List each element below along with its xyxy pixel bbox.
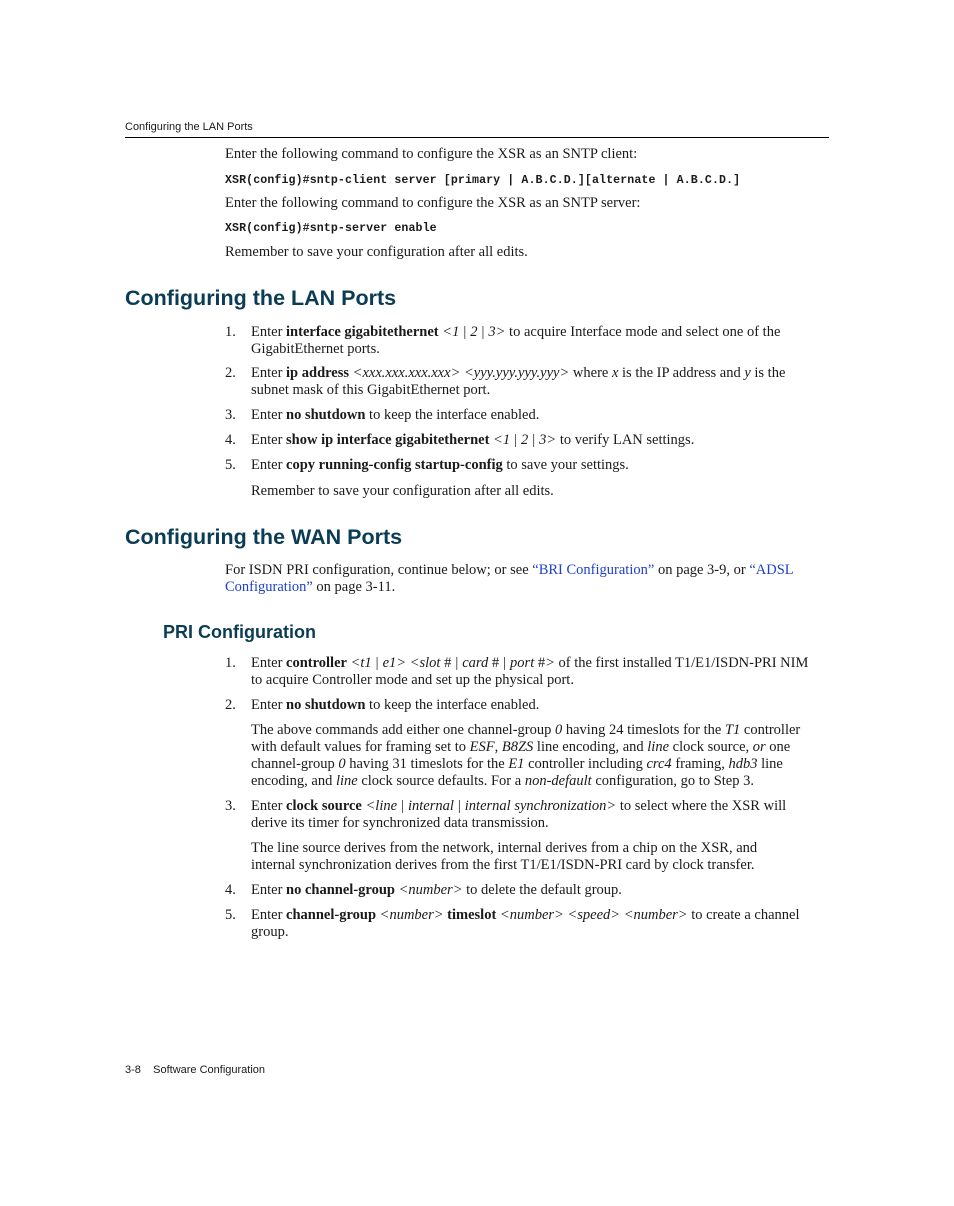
option-text: t1 xyxy=(360,655,372,671)
inline-text: hdb3 xyxy=(728,756,758,772)
pri-step-5 xyxy=(251,907,829,941)
inline-text: <number> xyxy=(379,907,444,923)
step-text: Enter xyxy=(251,655,283,671)
adsl-configuration-link[interactable]: Configuration” xyxy=(225,579,313,595)
pri-step-number: 2. xyxy=(225,697,236,713)
lan-step-2 xyxy=(251,365,829,399)
inline-text: | xyxy=(514,432,517,448)
inline-text: line encoding, and xyxy=(536,739,644,755)
command-text: no channel-group xyxy=(286,882,395,898)
intro-text: For ISDN PRI configuration, continue below; or see xyxy=(225,562,529,578)
sntp-client-text: Enter the following command to configure the XSR as an SNTP client: xyxy=(225,146,638,162)
inline-text: configuration, go to Step 3. xyxy=(595,773,754,789)
variable-text: x xyxy=(611,365,619,381)
pri-step-number: 3. xyxy=(225,798,236,814)
step-text: Enter xyxy=(251,907,283,923)
inline-text: 0 xyxy=(554,722,563,738)
step-text: is the xyxy=(754,365,786,381)
lan-remember-note: Remember to save your configuration after all edits. xyxy=(251,483,554,499)
intro-text: on page 3-11. xyxy=(316,579,396,595)
lan-heading: Configuring the LAN Ports xyxy=(125,286,397,310)
page-footer xyxy=(125,1064,265,1076)
bri-configuration-link[interactable]: “BRI Configuration” xyxy=(532,562,655,578)
inline-text: T1 xyxy=(724,722,741,738)
pri-step-3 xyxy=(251,798,829,832)
inline-text: non-default xyxy=(524,773,592,789)
inline-text: internal synchronization derives from the first T1/E1/ISDN-PRI card by clock transfer. xyxy=(251,857,755,873)
command-text: controller xyxy=(286,655,347,671)
inline-text: , xyxy=(494,739,499,755)
lan-step-3 xyxy=(251,407,829,424)
inline-text: > xyxy=(545,655,555,671)
argument-text: slot xyxy=(419,655,441,671)
step-text: to acquire Controller mode and set up the physical port. xyxy=(251,672,574,688)
inline-text: controller xyxy=(743,722,801,738)
option-text: internal xyxy=(407,798,454,814)
inline-text: <line | internal | internal synchronization> xyxy=(365,798,617,814)
intro-text: on page 3-9, or xyxy=(657,562,746,578)
pri-step-2-explanation xyxy=(251,722,829,790)
option-text: 3 xyxy=(539,432,547,448)
command-text: no shutdown xyxy=(286,697,366,713)
inline-text: <1 | 2 | 3> xyxy=(493,432,557,448)
inline-text: <yyy.yyy.yyy.yyy> xyxy=(463,365,570,381)
step-text: Enter xyxy=(251,798,283,814)
inline-text: | xyxy=(532,432,536,448)
adsl-configuration-link[interactable]: “ADSL xyxy=(749,562,794,578)
argument-text: number xyxy=(509,907,555,923)
step-text: Enter xyxy=(251,324,283,340)
symbol-text: # xyxy=(491,655,500,671)
step-text: of the first installed T1/E1/ISDN-PRI NIM xyxy=(558,655,809,671)
page-number: 3-8 xyxy=(125,1064,141,1076)
command-text: copy running-config startup-config xyxy=(286,457,503,473)
inline-text: <slot xyxy=(409,655,441,671)
remember-note: Remember to save your configuration after all edits. xyxy=(225,244,528,260)
inline-text: one xyxy=(769,739,791,755)
argument-text: card xyxy=(462,655,489,671)
sntp-server-text: Enter the following command to configure the XSR as an SNTP server: xyxy=(225,195,641,211)
inline-text: with default values for framing set to xyxy=(251,739,467,755)
inline-text: <1 | 2 | 3> xyxy=(442,324,506,340)
pri-step-3-explanation xyxy=(251,840,829,874)
option-text: internal synchronization xyxy=(464,798,607,814)
step-text: GigabitEthernet ports. xyxy=(251,341,380,357)
pri-step-number: 5. xyxy=(225,907,236,923)
inline-text: <speed> xyxy=(567,907,621,923)
step-text: derive its timer for synchronized data transmission. xyxy=(251,815,549,831)
inline-text: | xyxy=(463,324,467,340)
argument-text: xxx.xxx.xxx.xxx xyxy=(362,365,451,381)
step-text: Enter xyxy=(251,432,283,448)
inline-text: B8ZS xyxy=(501,739,534,755)
lan-step-number: 5. xyxy=(225,457,236,473)
inline-text: E1 xyxy=(508,756,525,772)
pri-heading: PRI Configuration xyxy=(163,622,316,642)
command-text: ip address xyxy=(286,365,350,381)
inline-text: or xyxy=(752,739,766,755)
step-text: Enter xyxy=(251,697,283,713)
argument-text: number xyxy=(389,907,434,923)
inline-text: The above commands add either one channel-group xyxy=(251,722,552,738)
inline-text: | xyxy=(457,798,461,814)
step-text: to keep the interface enabled. xyxy=(369,407,540,423)
argument-text: yyy.yyy.yyy.yyy xyxy=(473,365,560,381)
option-text: 1 xyxy=(502,432,511,448)
step-text: Enter xyxy=(251,365,283,381)
symbol-text: # xyxy=(537,655,546,671)
argument-text: number xyxy=(633,907,678,923)
inline-text: <number> xyxy=(623,907,688,923)
step-text: group. xyxy=(251,924,289,940)
inline-text: having 24 timeslots for the xyxy=(565,722,722,738)
inline-text: ESF xyxy=(469,739,495,755)
argument-text: speed xyxy=(577,907,611,923)
step-text: to save your settings. xyxy=(506,457,629,473)
step-text: Enter xyxy=(251,882,283,898)
pri-step-number: 1. xyxy=(225,655,236,671)
inline-text: having 31 timeslots for the xyxy=(349,756,505,772)
step-text: where xyxy=(572,365,609,381)
step-text: Enter xyxy=(251,407,283,423)
option-text: line xyxy=(375,798,398,814)
inline-text: encoding, and xyxy=(251,773,333,789)
lan-step-4 xyxy=(251,432,829,449)
inline-text: clock source, xyxy=(672,739,750,755)
argument-text: port xyxy=(510,655,535,671)
header-divider xyxy=(125,137,829,138)
pri-step-4 xyxy=(251,882,829,899)
inline-text: | xyxy=(401,798,404,814)
step-text: to select where the XSR will xyxy=(619,798,787,814)
option-text: e1 xyxy=(382,655,397,671)
inline-text: framing, xyxy=(675,756,725,772)
step-text: to acquire Interface mode and select one of the xyxy=(509,324,781,340)
lan-step-1 xyxy=(251,324,829,358)
inline-text: crc4 xyxy=(646,756,672,772)
inline-text: controller including xyxy=(528,756,643,772)
inline-text: line xyxy=(335,773,358,789)
command-text: interface gigabitethernet xyxy=(286,324,439,340)
inline-text: <number> xyxy=(398,882,463,898)
step-text: to delete the default group. xyxy=(466,882,622,898)
lan-step-number: 4. xyxy=(225,432,236,448)
argument-text: number xyxy=(408,882,453,898)
footer-title: Software Configuration xyxy=(153,1064,266,1076)
running-header: Configuring the LAN Ports xyxy=(125,121,253,133)
pri-step-2 xyxy=(251,697,829,714)
sntp-client-command: XSR(config)#sntp-client server [primary | A.B.C.D.][alternate | A.B.C.D.] xyxy=(225,174,741,187)
inline-text: | xyxy=(503,655,507,671)
pri-step-1 xyxy=(251,655,829,689)
lan-step-5 xyxy=(251,457,829,474)
inline-text: The line source derives from the network, internal derives from a chip on the XSR, and xyxy=(251,840,758,856)
wan-heading: Configuring the WAN Ports xyxy=(125,525,403,549)
command-text: channel-group xyxy=(286,907,377,923)
inline-text: line xyxy=(761,756,783,772)
inline-text: line xyxy=(647,739,670,755)
command-text: show ip interface gigabitethernet xyxy=(286,432,490,448)
inline-text: clock source defaults. For a xyxy=(361,773,522,789)
inline-text: | xyxy=(375,655,379,671)
step-text: is the IP address and xyxy=(622,365,741,381)
inline-text: <t1 | e1> xyxy=(350,655,407,671)
command-text: no shutdown xyxy=(286,407,366,423)
command-text: timeslot xyxy=(447,907,497,923)
inline-text: | xyxy=(455,655,459,671)
inline-text: | xyxy=(481,324,485,340)
pri-step-number: 4. xyxy=(225,882,236,898)
step-text: subnet mask of this GigabitEthernet port. xyxy=(251,382,491,398)
inline-text: channel-group xyxy=(251,756,335,772)
symbol-text: # xyxy=(444,655,452,671)
lan-step-number: 3. xyxy=(225,407,236,423)
option-text: 1 xyxy=(452,324,460,340)
step-text: to keep the interface enabled. xyxy=(369,697,540,713)
step-text: Enter xyxy=(251,457,283,473)
sntp-server-command: XSR(config)#sntp-server enable xyxy=(225,222,437,235)
option-text: 2 xyxy=(520,432,529,448)
option-text: 3 xyxy=(488,324,496,340)
command-text: clock source xyxy=(286,798,362,814)
lan-step-number: 2. xyxy=(225,365,236,381)
inline-text: 0 xyxy=(338,756,346,772)
inline-text: <xxx.xxx.xxx.xxx> xyxy=(352,365,461,381)
lan-step-number: 1. xyxy=(225,324,236,340)
variable-text: y xyxy=(744,365,751,381)
step-text: to create a channel xyxy=(691,907,800,923)
inline-text: <number> xyxy=(499,907,564,923)
step-text: to verify LAN settings. xyxy=(559,432,695,448)
wan-intro xyxy=(225,562,829,596)
option-text: 2 xyxy=(470,324,478,340)
